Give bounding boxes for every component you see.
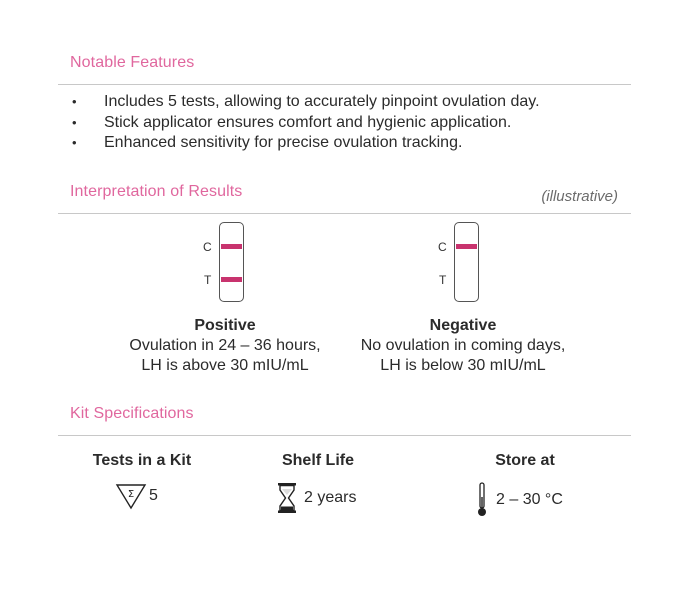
svg-text:Σ: Σ xyxy=(127,489,135,500)
spec-tests-in-kit xyxy=(85,452,199,504)
negative-test-strip xyxy=(454,222,479,302)
features-title: Notable Features xyxy=(70,54,195,71)
negative-result xyxy=(343,316,583,376)
bullet-icon: • xyxy=(72,114,77,130)
list-item xyxy=(72,113,540,134)
positive-result xyxy=(115,316,335,376)
control-label: C xyxy=(203,240,212,254)
result-description: LH is below 30 mIU/mL xyxy=(380,357,546,374)
features-list xyxy=(72,92,540,154)
spec-value: 2 – 30 °C xyxy=(496,491,563,508)
spec-label: Tests in a Kit xyxy=(92,452,192,469)
spec-label: Shelf Life xyxy=(281,452,354,469)
spec-label: Store at xyxy=(495,452,555,469)
bullet-icon: • xyxy=(72,135,77,150)
result-description: LH is above 30 mIU/mL xyxy=(141,357,309,374)
result-description: Ovulation in 24 – 36 hours, xyxy=(129,337,321,354)
hourglass-icon xyxy=(276,482,298,514)
control-line xyxy=(456,244,477,249)
test-label: T xyxy=(439,273,447,287)
list-item xyxy=(72,133,540,154)
illustrative-note: (illustrative) xyxy=(541,188,618,205)
bullet-icon: • xyxy=(72,94,77,109)
spec-value: 5 xyxy=(149,487,158,504)
interpretation-title: Interpretation of Results xyxy=(70,183,243,200)
sigma-triangle-icon xyxy=(115,482,147,510)
specs-title: Kit Specifications xyxy=(70,405,194,422)
spec-value: 2 years xyxy=(304,489,357,506)
spec-store-at xyxy=(478,452,572,508)
list-item xyxy=(72,92,540,113)
specs-divider xyxy=(58,435,631,436)
positive-test-strip xyxy=(219,222,244,302)
test-label: T xyxy=(204,273,212,287)
features-divider xyxy=(58,84,631,85)
feature-text: Includes 5 tests, allowing to accurately pinpoint ovulation day. xyxy=(104,93,540,110)
feature-text: Enhanced sensitivity for precise ovulation tracking. xyxy=(104,134,463,151)
control-label: C xyxy=(438,240,447,254)
result-description: No ovulation in coming days, xyxy=(360,337,566,354)
result-title: Positive xyxy=(194,317,256,334)
test-line xyxy=(221,277,242,282)
spec-shelf-life xyxy=(276,452,360,506)
control-line xyxy=(221,244,242,249)
result-title: Negative xyxy=(429,317,497,334)
thermometer-icon xyxy=(476,482,488,518)
interpretation-divider xyxy=(58,213,631,214)
feature-text: Stick applicator ensures comfort and hygienic application. xyxy=(104,113,512,131)
